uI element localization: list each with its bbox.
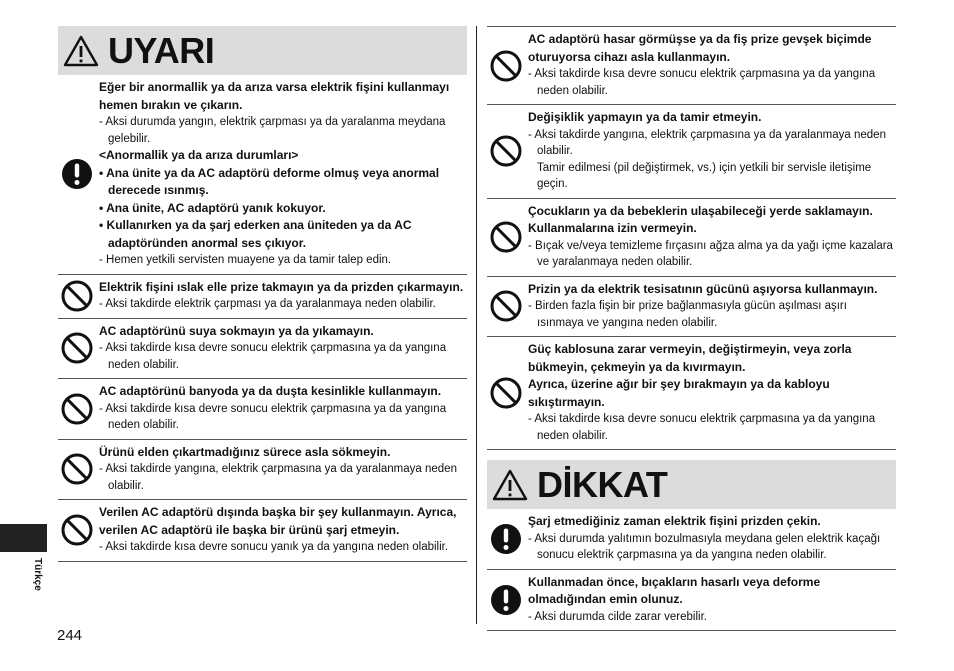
warning-triangle-icon [62,34,100,68]
instruction-text: • Kullanırken ya da şarj ederken ana üniteden ya da AC adaptöründen anormal ses çıkıyor. [99,218,412,250]
safety-entry [487,337,896,450]
safety-entry [487,105,896,199]
consequence-note: - Aksi takdirde kısa devre sonucu elektrik çarpmasına ya da yangına neden olabilir. [528,68,876,97]
caution-header [487,460,896,509]
safety-entry [58,500,467,562]
instruction-text: Ayrıca, üzerine ağır bir şey bırakmayın ya da kabloyu sıkıştırmayın. [528,377,830,409]
consequence-note: - Aksi takdirde yangına, elektrik çarpmasına ya da yaralanmaya neden olabilir. [528,128,886,157]
prohibition-icon [489,220,523,254]
consequence-note: - Birden fazla fişin bir prize bağlanmasıyla gücün aşılması aşırı ısınmaya ve yangına neden olabilir. [528,300,847,329]
instruction-text: Değişiklik yapmayın ya da tamir etmeyin. [528,110,762,124]
instruction-text: Ürünü elden çıkartmadığınız sürece asla sökmeyin. [99,444,391,459]
prohibition-icon [60,452,94,486]
instruction-text: AC adaptörü hasar görmüşse ya da fiş prize gevşek biçimde oturuyorsa cihazı asla kullanmayın. [528,32,872,64]
instruction-text: Çocukların ya da bebeklerin ulaşabileceği yerde saklamayın. Kullanmalarına izin vermeyin. [528,203,873,235]
consequence-note: - Aksi durumda yalıtımın bozulmasıyla meydana gelen elektrik kaçağı sonucu elektrik çarpmasına ya da yangına neden olabilir. [528,532,881,561]
safety-entry [487,199,896,277]
caution-list [487,509,896,631]
warning-header [58,26,467,75]
instruction-text: Şarj etmediğiniz zaman elektrik fişini prizden çekin. [528,514,821,528]
consequence-note: - Aksi takdirde kısa devre sonucu elektrik çarpmasına ya da yangına neden olabilir. [528,413,876,442]
consequence-note: Tamir edilmesi (pil değiştirmek, vs.) için yetkili bir servisle iletişime geçin. [537,161,872,190]
safety-entry [58,275,467,319]
instruction-text: • Ana ünite, AC adaptörü yanık kokuyor. [99,200,326,215]
instruction-text: <Anormallik ya da arıza durumları> [99,148,299,162]
instruction-text: • Ana ünite ya da AC adaptörü deforme olmuş veya anormal derecede ısınmış. [99,165,440,197]
safety-entry [58,440,467,501]
prohibition-icon [60,331,94,365]
instruction-text: Elektrik fişini ıslak elle prize takmayın ya da prizden çıkarmayın. [99,279,464,294]
left-column [58,26,467,562]
column-divider [476,26,477,624]
safety-entry [487,509,896,570]
consequence-note: - Aksi takdirde kısa devre sonucu yanık ya da yangına neden olabilir. [99,541,449,553]
right-column [487,26,896,631]
consequence-note: - Aksi takdirde kısa devre sonucu elektrik çarpmasına ya da yangına neden olabilir. [99,402,447,431]
safety-entry [58,379,467,440]
safety-entry [58,75,467,275]
consequence-note: - Aksi takdirde yangına, elektrik çarpmasına ya da yaralanmaya neden olabilir. [99,463,457,492]
mandatory-icon [60,157,94,191]
consequence-note: - Aksi durumda cilde zarar verebilir. [528,610,707,623]
instruction-text: AC adaptörünü banyoda ya da duşta kesinlikle kullanmayın. [99,384,442,398]
prohibition-icon [489,49,523,83]
consequence-note: - Bıçak ve/veya temizleme fırçasını ağza alma ya da yağı içme kazalara ve yaralanmaya neden olabilir. [528,239,893,268]
prohibition-icon [489,376,523,410]
warning-list-continued [487,26,896,450]
warning-list [58,75,467,562]
instruction-text: Prizin ya da elektrik tesisatının gücünü aşıyorsa kullanmayın. [528,281,878,296]
consequence-note: - Aksi takdirde kısa devre sonucu elektrik çarpmasına ya da yangına neden olabilir. [99,342,447,371]
instruction-text: Güç kablosuna zarar vermeyin, değiştirmeyin, veya zorla bükmeyin, çekmeyin ya da kıvırmayın. [528,342,852,374]
prohibition-icon [60,513,94,547]
instruction-text: Verilen AC adaptörü dışında başka bir şey kullanmayın. Ayrıca, verilen AC adaptörü ile başka bir ürünü şarj etmeyin. [99,505,457,537]
language-tab-marker [0,524,47,552]
page-number: 244 [57,627,83,644]
mandatory-icon [489,583,523,617]
consequence-note: - Hemen yetkili servisten muayene ya da tamir talep edin. [99,254,392,266]
safety-entry [487,277,896,338]
instruction-text: Kullanmadan önce, bıçakların hasarlı veya deforme olmadığından emin olunuz. [528,574,821,606]
instruction-text: Eğer bir anormallik ya da arıza varsa elektrik fişini kullanmayı hemen bırakın ve çıkarın. [99,80,450,112]
language-label: Türkçe [32,558,43,591]
safety-entry [58,319,467,380]
mandatory-icon [489,522,523,556]
instruction-text: AC adaptörünü suya sokmayın ya da yıkamayın. [99,323,374,338]
safety-entry [487,26,896,105]
consequence-note: - Aksi takdirde elektrik çarpması ya da yaralanmaya neden olabilir. [99,298,436,310]
prohibition-icon [489,289,523,323]
safety-entry [487,570,896,632]
prohibition-icon [60,279,94,313]
warning-title: UYARI [108,29,215,71]
caution-triangle-icon [491,468,529,502]
prohibition-icon [489,134,523,168]
prohibition-icon [60,392,94,426]
caution-title: DİKKAT [537,463,668,505]
consequence-note: - Aksi durumda yangın, elektrik çarpması ya da yaralanma meydana gelebilir. [99,116,446,145]
